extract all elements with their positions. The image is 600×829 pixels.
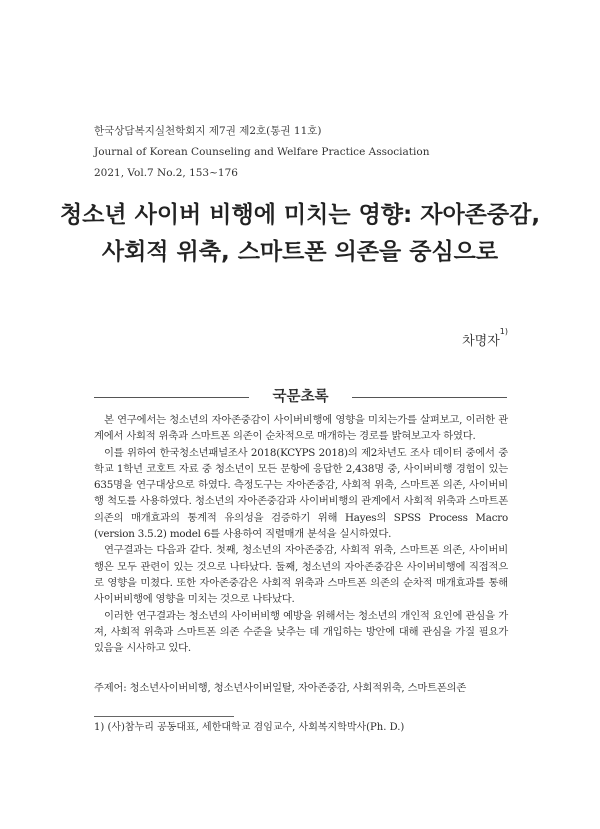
abstract-paragraph: 이를 위하여 한국청소년패널조사 2018(KCYPS 2018)의 제2차년도 조사 데이터 중에서 중학교 1학년 코호트 자료 중 청소년이 모든 문항에 응답한 2,438명 중, 사이버비행 경험이 있는 635명을 연구대상으로 하였다. 측정도구는 자아존중감, 사회적 위축, 스마트폰 의존, 사이버비행 척도를 사용하였다. 청소년의 자아존중감과 사이버비행의 관계에서 사회적 위축과 스마트폰 의존의 매개효과의 통계적 유의성을 검증하기 위해 Hayes의 SPSS Process Macro (version 3.5.2) model 6를 사용하여 직렬매개 분석을 실시하였다. bbox=[94, 446, 508, 541]
abstract-paragraph: 본 연구에서는 청소년의 자아존중감이 사이버비행에 영향을 미치는가를 살펴보고, 이러한 관계에서 사회적 위축과 스마트폰 의존이 순차적으로 매개하는 경로를 밝혀보고자 하였다. bbox=[94, 414, 508, 443]
abstract-paragraph: 이러한 연구결과는 청소년의 사이버비행 예방을 위해서는 청소년의 개인적 요인에 관심을 가져, 사회적 위축과 스마트폰 의존 수준을 낮추는 데 개입하는 방안에 대해 관심을 가질 필요가 있음을 시사하고 있다. bbox=[94, 609, 508, 655]
journal-name-korean: 한국상담복지실천학회지 제7권 제2호(통권 11호) bbox=[94, 125, 322, 137]
keywords: 주제어: 청소년사이버비행, 청소년사이버일탈, 자아존중감, 사회적위축, 스마트폰의존 bbox=[94, 682, 467, 694]
abstract-body bbox=[94, 412, 508, 656]
title-line-1: 청소년 사이버 비행에 미치는 영향: 자아존중감, bbox=[59, 202, 541, 228]
footnote-divider bbox=[94, 716, 234, 717]
title-line-2: 사회적 위축, 스마트폰 의존을 중심으로 bbox=[101, 239, 499, 265]
footnote: 1) (사)참누리 공동대표, 세한대학교 겸임교수, 사회복지학박사(Ph. D.) bbox=[94, 722, 405, 733]
abstract-paragraph: 연구결과는 다음과 같다. 첫째, 청소년의 자아존중감, 사회적 위축, 스마트폰 의존, 사이버비행은 모두 관련이 있는 것으로 나타났다. 둘째, 청소년의 자아존중감은 사이버비행에 직접적으로 영향을 미쳤다. 또한 자아존중감은 사회적 위축과 스마트폰 의존의 순차적 매개효과를 통해 사이버비행에 영향을 미치는 것으로 나타났다. bbox=[94, 544, 508, 606]
journal-citation: 2021, Vol.7 No.2, 153~176 bbox=[94, 167, 238, 179]
paper-title bbox=[0, 197, 600, 271]
journal-header bbox=[94, 121, 429, 184]
author-footnote-mark: 1) bbox=[499, 327, 508, 336]
journal-name-english: Journal of Korean Counseling and Welfare Practice Association bbox=[94, 146, 430, 158]
heading-rule-right bbox=[352, 397, 507, 398]
abstract-heading bbox=[94, 388, 507, 406]
author-name: 차명자 bbox=[462, 334, 500, 349]
author bbox=[462, 327, 508, 349]
abstract-heading-text: 국문초록 bbox=[272, 389, 329, 405]
